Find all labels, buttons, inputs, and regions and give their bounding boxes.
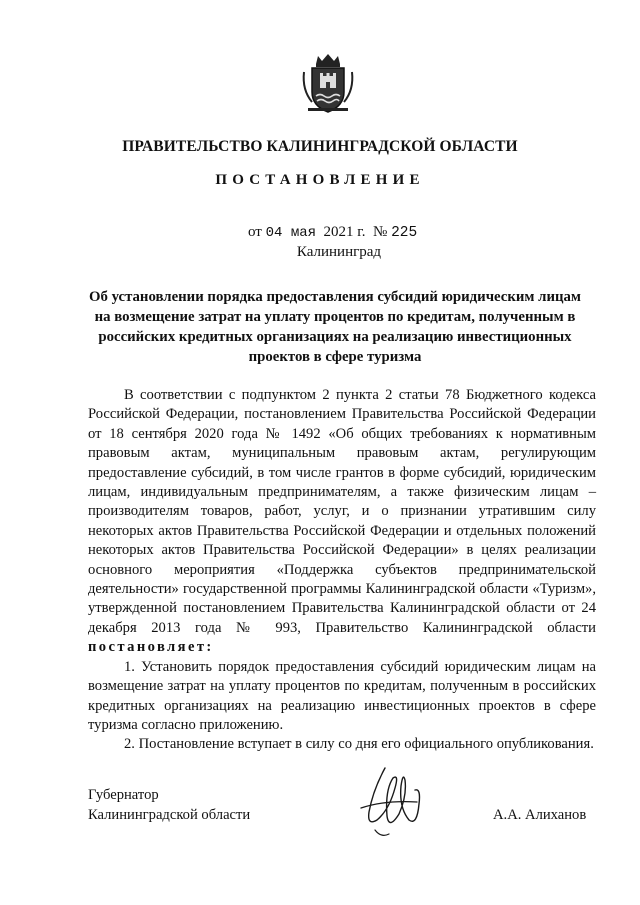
signer-position-line1: Губернатор (88, 787, 159, 803)
date-number-line (248, 224, 417, 241)
decrees-colon: : (206, 639, 212, 656)
document-body (88, 386, 596, 755)
date-day-month: 04 мая (265, 225, 317, 241)
document-number: 225 (391, 225, 418, 241)
decrees-word: постановляет (88, 639, 207, 656)
item-1: 1. Установить порядок предоставления субсидий юридическим лицам на возмещение затрат на уплату процентов по кредитам, полученным в российских кредитных организациях на реализацию инвестиционных проектов в сфере туризма согласно приложению. (88, 658, 596, 733)
document-type: ПОСТАНОВЛЕНИЕ (215, 172, 425, 188)
date-year: 2021 г. (323, 224, 366, 240)
preamble-paragraph (88, 386, 596, 658)
handwritten-signature (355, 760, 435, 842)
item-2: 2. Постановление вступает в силу со дня его официального опубликования. (124, 736, 594, 753)
government-title: ПРАВИТЕЛЬСТВО КАЛИНИНГРАДСКОЙ ОБЛАСТИ (122, 138, 518, 155)
signer-position-line2: Калининградской области (88, 807, 251, 823)
coat-of-arms-icon (300, 52, 356, 114)
date-prefix: от (248, 224, 262, 240)
signer-position (88, 785, 250, 825)
city: Калининград (296, 244, 382, 260)
signer-name: А.А. Алиханов (493, 807, 587, 823)
number-sign: № (373, 224, 388, 240)
document-heading: Об установлении порядка предоставления субсидий юридическим лицам на возмещение затрат на уплату процентов по кредитам, полученным в российских кредитных организациях на реализацию инвестиционных проектов в сфере туризма (88, 289, 582, 365)
preamble-text: В соответствии с подпунктом 2 пункта 2 статьи 78 Бюджетного кодекса Российской Федерации, постановлением Правительства Российской Федерации от 18 сентября 2020 года № 1492 «Об общих требованиях к нормативным правовым актам, муниципальным правовым актам, регулирующим предоставление субсидий, в том числе грантов в форме субсидий, юридическим лицам, индивидуальным предпринимателям, а также физическим лицам – производителям товаров, работ, услуг, и о признании утратившим силу некоторых актов Правительства Российской Федерации и отдельных положений некоторых актов Правительства Российской Федерации» в целях реализации основного мероприятия «Поддержка субъектов предпринимательской деятельности» государственной программы Калининградской области «Туризм», утвержденной постановлением Правительства Калининградской области от 24 декабря 2013 года № 993, Правительство Калининградской области (88, 387, 596, 636)
